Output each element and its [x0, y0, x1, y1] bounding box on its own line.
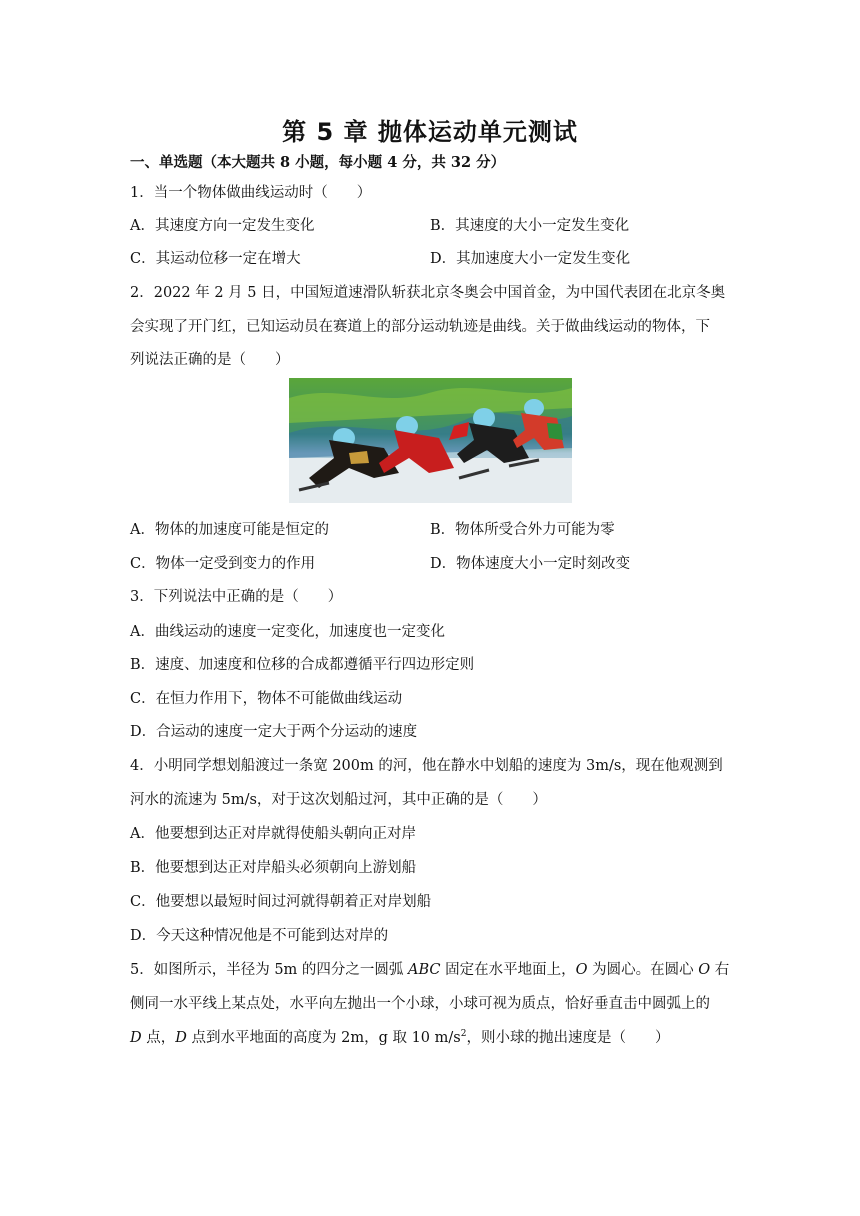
q5-text: 为圆心。在圆心: [587, 962, 699, 978]
question-1-option-c: C．其运动位移一定在增大: [130, 251, 301, 267]
question-5-stem-line-3: [130, 1026, 669, 1047]
q5-superscript: 2: [460, 1029, 467, 1040]
question-5-stem-line-1: [130, 958, 729, 979]
page-title: 第 5 章 抛体运动单元测试: [282, 118, 578, 146]
question-4-stem-line-1: 4．小明同学想划船渡过一条宽 200m 的河，他在静水中划船的速度为 3m/s，现在他观测到: [130, 758, 723, 774]
question-1-option-b: B．其速度的大小一定发生变化: [430, 218, 630, 234]
section-heading: 一、单选题（本大题共 8 小题，每小题 4 分，共 32 分）: [130, 154, 506, 171]
question-2-stem-line-1: 2．2022 年 2 月 5 日，中国短道速滑队斩获北京冬奥会中国首金，为中国代表团在北京冬奥: [130, 285, 726, 301]
q5-text: 5．如图所示，半径为 5m 的四分之一圆弧: [130, 962, 409, 978]
q5-text: ，则小球的抛出速度是（ ）: [466, 1030, 670, 1046]
speed-skating-photo: [289, 378, 572, 503]
question-4-option-a: A．他要想到达正对岸就得使船头朝向正对岸: [130, 826, 416, 842]
question-3-option-b: B．速度、加速度和位移的合成都遵循平行四边形定则: [130, 657, 475, 673]
q5-var-d: D: [175, 1030, 187, 1046]
question-1-stem: 1．当一个物体做曲线运动时（ ）: [130, 185, 372, 201]
question-4-option-b: B．他要想到达正对岸船头必须朝向上游划船: [130, 860, 417, 876]
question-3-option-d: D．合运动的速度一定大于两个分运动的速度: [130, 724, 418, 740]
q5-text: 点到水平地面的高度为 2m，g 取 10 m/s: [186, 1030, 461, 1046]
question-2-option-c: C．物体一定受到变力的作用: [130, 556, 316, 572]
question-4-option-d: D．今天这种情况他是不可能到达对岸的: [130, 928, 389, 944]
question-3-option-c: C．在恒力作用下，物体不可能做曲线运动: [130, 691, 403, 707]
question-4-option-c: C．他要想以最短时间过河就得朝着正对岸划船: [130, 894, 432, 910]
q5-var-d: D: [130, 1030, 142, 1046]
q5-var-abc: ABC: [408, 962, 441, 978]
question-3-stem: 3．下列说法中正确的是（ ）: [130, 589, 343, 605]
q5-text: 点，: [141, 1030, 176, 1046]
q5-text: 右: [710, 962, 730, 978]
question-2-stem-line-3: 列说法正确的是（ ）: [130, 352, 290, 368]
speed-skating-photo-icon: [289, 378, 572, 503]
question-3-option-a: A．曲线运动的速度一定变化，加速度也一定变化: [130, 624, 445, 640]
question-1-option-d: D．其加速度大小一定发生变化: [430, 251, 631, 267]
q5-var-o: O: [698, 962, 711, 978]
question-2-option-d: D．物体速度大小一定时刻改变: [430, 556, 631, 572]
question-2-option-b: B．物体所受合外力可能为零: [430, 522, 615, 538]
question-1-option-a: A．其速度方向一定发生变化: [130, 218, 315, 234]
question-4-stem-line-2: 河水的流速为 5m/s，对于这次划船过河，其中正确的是（ ）: [130, 792, 547, 808]
q5-text: 固定在水平地面上，: [440, 962, 576, 978]
question-2-stem-line-2: 会实现了开门红，已知运动员在赛道上的部分运动轨迹是曲线。关于做曲线运动的物体，下: [130, 319, 710, 335]
question-5-stem-line-2: 侧同一水平线上某点处，水平向左抛出一个小球，小球可视为质点，恰好垂直击中圆弧上的: [130, 996, 710, 1012]
q5-var-o: O: [575, 962, 588, 978]
question-2-option-a: A．物体的加速度可能是恒定的: [130, 522, 329, 538]
